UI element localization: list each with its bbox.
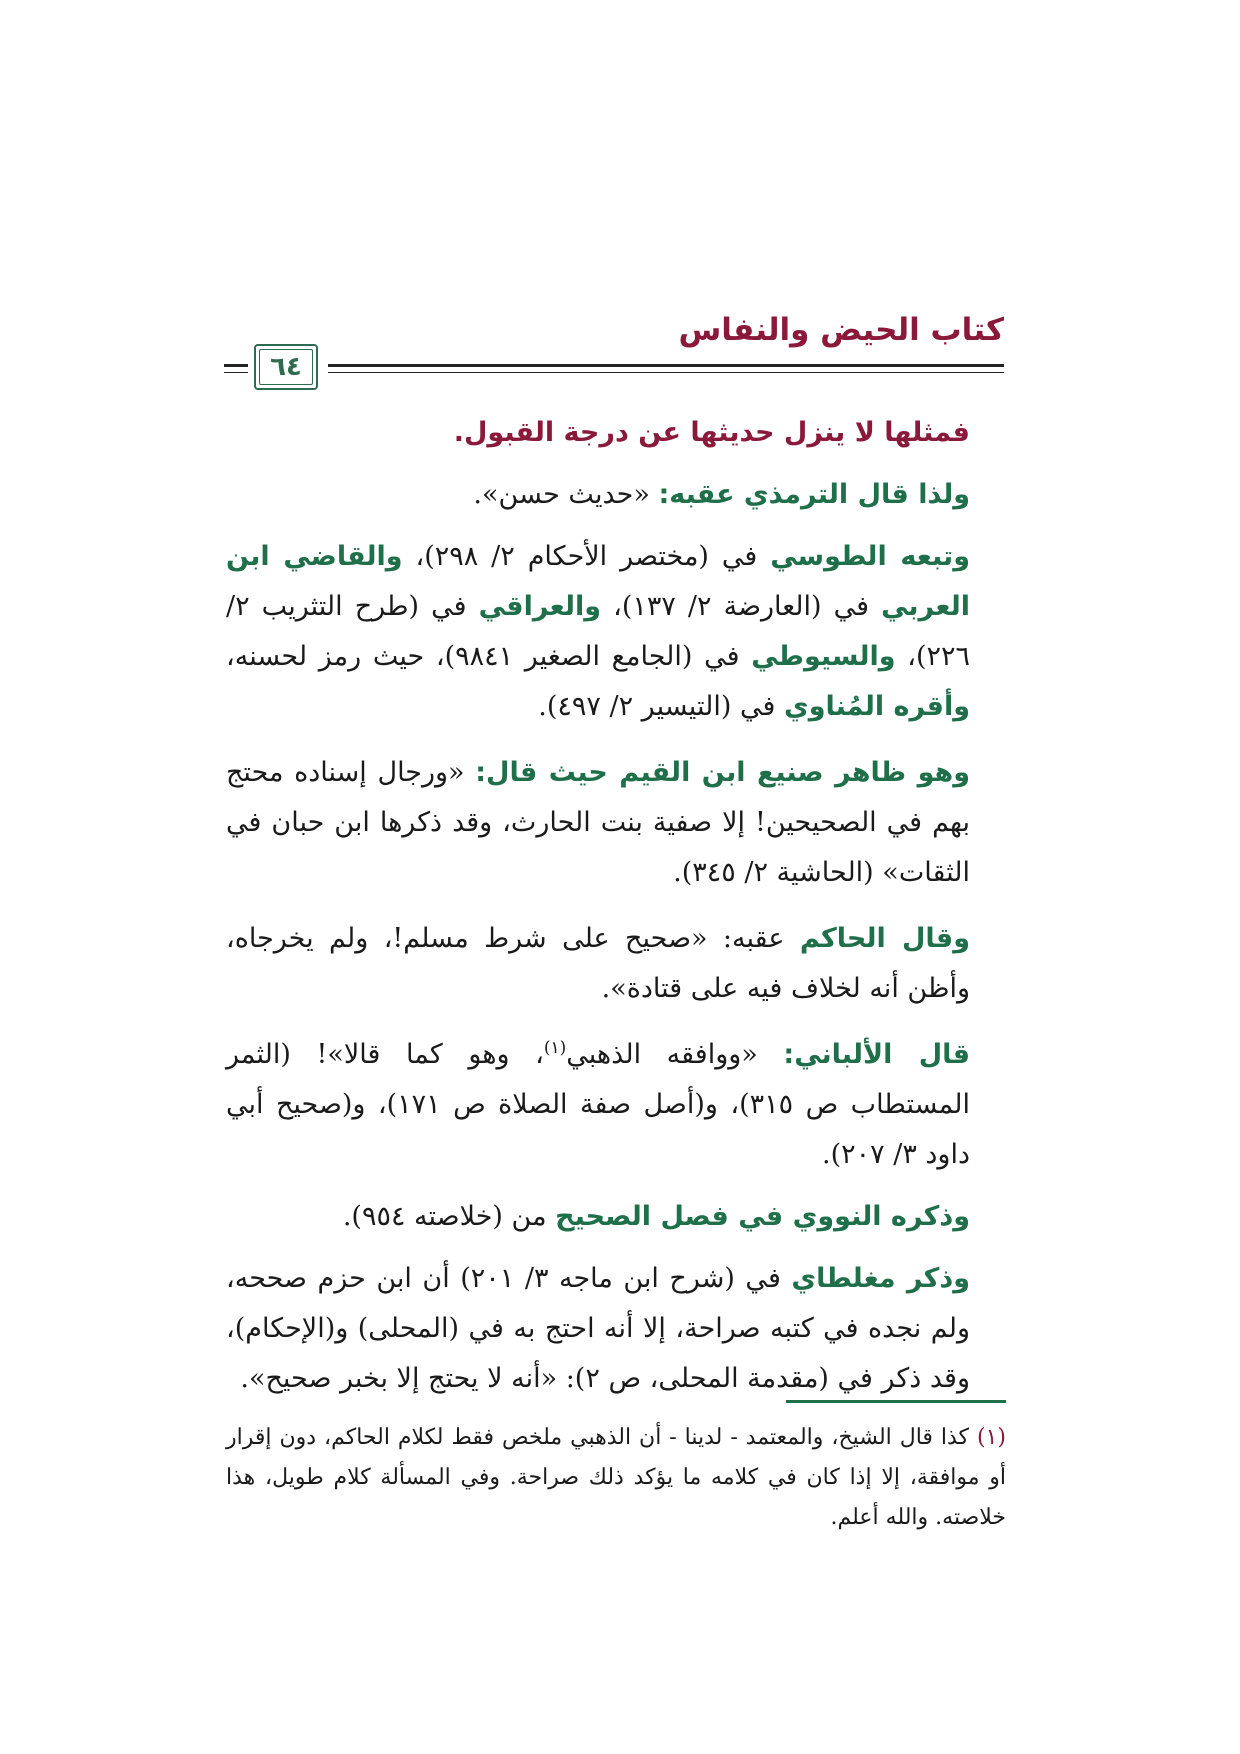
paragraph-text: في (العارضة ٢/ ١٣٧)، [601, 591, 882, 622]
header-rule-left [224, 364, 248, 367]
footnote-reference: (١) [543, 1038, 567, 1058]
paragraph-text: «ورجال إسناده محتج بهم في الصحيحين! إلا صفية بنت الحارث، وقد ذكرها ابن حبان في الثقات» (الحاشية ٢/ ٣٤٥). [226, 757, 970, 888]
footnote-text: كذا قال الشيخ، والمعتمد - لدينا - أن الذهبي ملخص فقط لكلام الحاكم، دون إقرار أو موافقة، إلا إذا كان في كلامه ما يؤكد ذلك صراحة. وفي المسألة كلام طويل، هذا خلاصته. والله أعلم. [226, 1425, 1006, 1530]
paragraph-text: «حديث حسن». [473, 479, 659, 510]
header-rule-left-thin [224, 372, 248, 373]
paragraph-2 [226, 470, 1006, 520]
highlight-text: وذكر مغلطاي [791, 1263, 971, 1294]
paragraph-7 [226, 1192, 1006, 1242]
paragraph-text: في (شرح ابن ماجه ٣/ ٢٠١) أن ابن حزم صححه، ولم نجده في كتبه صراحة، إلا أنه احتج به في (المحلى) و(الإحكام)، وقد ذكر في (مقدمة المحلى، ص ٢): «أنه لا يحتج إلا بخبر صحيح». [226, 1263, 970, 1394]
footnote-separator [786, 1400, 1006, 1403]
footnote-number: (١) [976, 1425, 1006, 1450]
paragraph-text: في (التيسير ٢/ ٤٩٧). [538, 691, 784, 722]
highlight-text: وذكره النووي في فصل الصحيح [555, 1201, 970, 1232]
paragraph-1 [226, 408, 1006, 458]
paragraph-text: ، وهو كما قالا»! (الثمر المستطاب ص ٣١٥)، و(أصل صفة الصلاة ص ١٧١)، و(صحيح أبي داود ٣/ ٢٠٧). [226, 1039, 971, 1170]
highlight-text: والسيوطي [751, 641, 896, 672]
page-number-badge [254, 344, 318, 390]
highlight-text: ولذا قال الترمذي عقبه: [658, 479, 970, 510]
highlight-text: وأقره المُناوي [783, 691, 970, 722]
paragraph-5 [226, 914, 1006, 1014]
highlight-text: قال الألباني: [783, 1039, 970, 1070]
paragraph-text: «ووافقه الذهبي [566, 1039, 784, 1070]
highlight-text: والقاضي ابن العربي [226, 541, 970, 622]
page-header [224, 308, 1004, 390]
header-rule-thin [328, 372, 1004, 373]
paragraph-text: عقبه: «صحيح على شرط مسلم!، ولم يخرجاه، وأظن أنه لخلاف فيه على قتادة». [226, 923, 970, 1004]
page-number: ٦٤ [270, 352, 302, 382]
paragraph-text: في (الجامع الصغير ٩٨٤١)، حيث رمز لحسنه، [226, 641, 752, 672]
paragraph-text: في (مختصر الأحكام ٢/ ٢٩٨)، [402, 541, 771, 572]
paragraph-text: في (طرح التثريب ٢/ ٢٢٦)، [226, 591, 971, 672]
book-title: كتاب الحيض والنفاس [678, 312, 1004, 348]
paragraph-text: من (خلاصته ٩٥٤). [342, 1201, 556, 1232]
highlight-text: فمثلها لا ينزل حديثها عن درجة القبول. [453, 417, 970, 448]
highlight-text: وتبعه الطوسي [770, 541, 970, 572]
paragraph-8 [226, 1254, 1006, 1404]
paragraph-6 [226, 1030, 1006, 1180]
header-rule [328, 364, 1004, 367]
highlight-text: وقال الحاكم [799, 923, 970, 954]
highlight-text: والعراقي [478, 591, 602, 622]
highlight-text: وهو ظاهر صنيع ابن القيم حيث قال: [475, 757, 971, 788]
paragraph-4 [226, 748, 1006, 898]
footnote [226, 1418, 1006, 1538]
paragraph-3 [226, 532, 1006, 732]
main-text [226, 408, 1006, 1420]
